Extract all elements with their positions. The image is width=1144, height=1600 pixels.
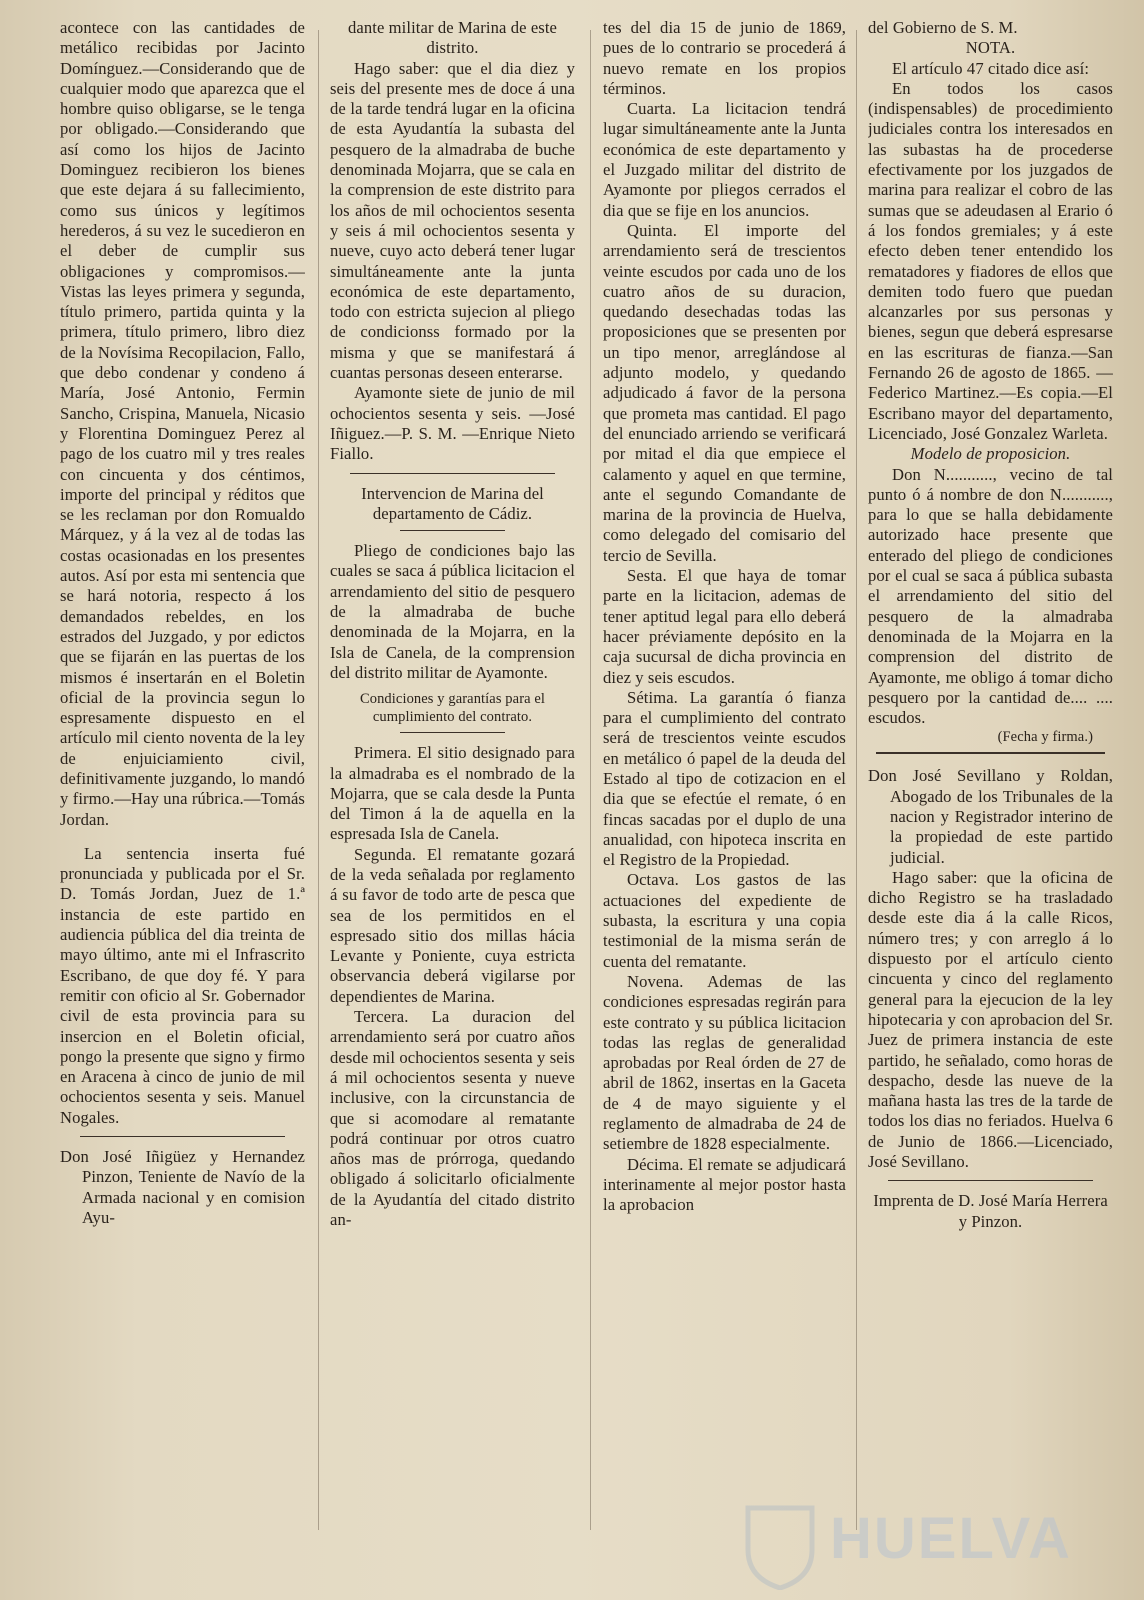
- condition-3: Tercera. La duracion del arrendamiento será por cuatro años desde mil ochocientos sesenta y seis á mil ochocientos sesenta y nueve inclusive, con la circunstancia de que si acomodare al rematante podrá continuar por otros cuatro años mas de prórroga, quedando obligado á solicitarlo oficialmente de la Ayudantía del citado distrito an-: [330, 1007, 575, 1230]
- short-rule: [400, 732, 505, 733]
- condition-10: Décima. El remate se adjudicará interinamente al mejor postor hasta la aprobacion: [603, 1154, 846, 1215]
- condition-4: Cuarta. La licitacion tendrá lugar simultáneamente ante la Junta económica de este departamento y el Juzgado militar del distrito de Ayamonte por pliegos cerrados el dia que se fije en los anuncios.: [603, 99, 846, 220]
- condition-5: Quinta. El importe del arrendamiento será de trescientos veinte escudos por cada uno de los cuatro años de su duracion, quedando desechadas todas las proposiciones que se presenten por un tipo menor, arreglándose al adjunto modelo, y quedando adjudicado á favor de la persona que prometa mas cantidad. El pago del enunciado arriendo se verificará por mitad el dia que empiece el calamento y aquel en que termine, ante el segundo Comandante de marina de la provincia de Huelva, como delegado del comisario del tercio de Sevilla.: [603, 220, 846, 565]
- notice-heading: Don José Iñigüez y Hernandez Pinzon, Teniente de Navío de la Armada nacional y en comision Ayu-: [60, 1147, 305, 1227]
- section-rule: [888, 1180, 1093, 1181]
- short-rule: [400, 530, 505, 531]
- column-divider: [856, 30, 857, 1530]
- registrar-heading: Don José Sevillano y Roldan, Abogado de los Tribunales de la nacion y Registrador interino de la propiedad de este partido judicial.: [868, 766, 1113, 867]
- column-divider: [318, 30, 319, 1530]
- sentence-text: acontece con las cantidades de metálico recibidas por Jacinto Domínguez.—Considerando que de cualquier modo que aparezca que el hombre quiso obligarse, se le tenga por obligado.—Considerando que así como los hijos de Jacinto Dominguez recibieron los bienes que este dejara á su fallecimiento, como sus únicos y legítimos herederos, á su vez le sucedieron en el deber de cumplir sus obligaciones y compromisos.—Vistas las leyes primera y segunda, título primero, partida quinta y la primera, título primero, libro diez de la Novísima Recopilacion, Fallo, que debo condenar y condeno á María, José Antonio, Fermin Sancho, Crispina, Manuela, Nicasio y Florentina Dominguez Perez al pago de los cuatro mil y tres reales con cincuenta y dos céntimos, importe del principal y réditos que se les reclaman por don Romualdo Márquez, y á la vez al de todas las costas ocasionadas en los presentes autos. Así por esta mi sentencia que se hará notoria, respecto á los demandados rebeldes, en los estrados del Juzgado, y por edictos que se fijarán en las puertas de los mismos é insertarán en el Boletin oficial de la provincia segun lo espresamente dispuesto en el artículo mil ciento noventa de la ley de enjuiciamiento civil, definitivamente juzgando, lo mandó y firmo.—Hay una rúbrica.—Tomás Jordan.: [60, 18, 305, 829]
- model-heading: Modelo de proposicion.: [910, 444, 1071, 464]
- section-rule: [80, 1136, 285, 1137]
- section-rule: [876, 752, 1105, 754]
- nota-heading: NOTA.: [965, 38, 1016, 58]
- condition-9: Novena. Ademas de las condiciones espresadas regirán para este contrato y su pública licitacion todas las reglas de generalidad aprobadas por Real órden de 27 de abril de 1862, insertas en la Gaceta de 4 de mayo siguiente y el reglamento de almadraba de 24 de setiembre de 1828 especialmente.: [603, 971, 846, 1154]
- shield-watermark-icon: [740, 1500, 820, 1590]
- condition-3-cont: tes del dia 15 de junio de 1869, pues de lo contrario se procederá á nuevo remate en los propios términos.: [603, 18, 846, 98]
- notice-signature: Ayamonte siete de junio de mil ochocientos sesenta y seis. —José Iñiguez.—P. S. M. —Enrique Nieto Fiallo.: [330, 383, 575, 464]
- nota-body: En todos los casos (indispensables) de procedimiento judiciales contra los interesados en las subastas ha de procederse efectivamente por los juzgados de marina para realizar el cobro de las sumas que se adeudasen al Erario ó á los fondos gremiales; y á este efecto deben tener entendido los rematadores y fiadores de ellos que demiten todo fuero que puedan alcanzarles por sus personas y bienes, segun que deberá espresarse en las escrituras de fianza.—San Fernando 26 de agosto de 1865. —Federico Martinez.—Es copia.—El Escribano mayor del departamento, Licenciado, José Gonzalez Warleta.: [868, 78, 1113, 443]
- condition-7: Sétima. La garantía ó fianza para el cumplimiento del contrato será de trescientos veinte escudos en metálico ó papel de la deuda del Estado al tipo de cotizacion en el dia que se efectúe el remate, ó en fincas sacadas por el duplo de una anualidad, con hipoteca inscrita en el Registro de la Propiedad.: [603, 687, 846, 870]
- notice-heading-cont: dante militar de Marina de este distrito.: [347, 18, 558, 58]
- section-rule: [350, 473, 555, 474]
- publication-note: La sentencia inserta fué pronunciada y publicada por el Sr. D. Tomás Jordan, Juez de 1.ª instancia de este partido en audiencia pública del dia treinta de mayo último, ante mi el Infrascrito Escribano, de que doy fé. Y para remitir con oficio al Sr. Gobernador civil de esta provincia para su insercion en el Boletin oficial, pongo la presente que signo y firmo en Aracena à cinco de junio de mil ochocientos sesenta y seis. Manuel Nogales.: [60, 843, 305, 1127]
- date-signature-note: (Fecha y firma.): [997, 729, 1093, 746]
- condition-10-cont: del Gobierno de S. M.: [868, 18, 1018, 37]
- section-heading: Intervencion de Marina del departamento de Cádiz.: [361, 483, 544, 523]
- condition-6: Sesta. El que haya de tomar parte en la licitacion, ademas de tener aptitud legal para ello deberá hacer préviamente depósito en la caja sucursal de dicha provincia en diez y seis escudos.: [603, 566, 846, 687]
- column-divider: [590, 30, 591, 1530]
- printer-imprint: Imprenta de D. José María Herrera y Pinzon.: [873, 1191, 1108, 1231]
- registrar-notice: Hago saber: que la oficina de dicho Registro se ha trasladado desde este dia á la calle Ricos, número tres; y con arreglo á lo dispuesto por el artículo ciento cincuenta y cinco del reglamento general para la ejecucion de la ley hipotecaria y con aprobacion del Sr. Juez de primera instancia de este partido, he señalado, como horas de despacho, desde las nueve de la mañana hasta las tres de la tarde de todos los dias no feriados. Huelva 6 de Junio de 1866.—Licenciado, José Sevillano.: [868, 867, 1113, 1172]
- column-3: [603, 18, 846, 1588]
- nota-intro: El artículo 47 citado dice así:: [892, 58, 1090, 78]
- column-1: [60, 18, 305, 1588]
- conditions-intro: Pliego de condiciones bajo las cuales se saca á pública licitacion el arrendamiento del sitio de pesquero de la almadraba de buche denominada de la Mojarra, en la Isla de Canela, de la comprension del distrito militar de Ayamonte.: [330, 541, 575, 682]
- condition-8: Octava. Los gastos de las actuaciones del expediente de subasta, la escritura y una copia testimonial de la misma serán de cuenta del rematante.: [603, 870, 846, 971]
- column-2: [330, 18, 575, 1588]
- conditions-heading: Condiciones y garantías para el cumplimiento del contrato.: [359, 691, 546, 726]
- condition-1: Primera. El sitio designado para la almadraba es el nombrado de la Mojarra, que se cala desde la Punta del Timon á la de aquella en la espresada Isla de Canela.: [330, 743, 575, 844]
- model-text: Don N..........., vecino de tal punto ó á nombre de don N..........., para lo que se halla debidamente autorizado hace presente que enterado del pliego de condiciones por el cual se saca á pública subasta el arrendamiento del sitio del pesquero de la almadraba denominada de la Mojarra en la comprension del distrito de Ayamonte, me obligo á tomar dicho pesquero por la cantidad de.... .... escudos.: [868, 464, 1113, 728]
- archive-watermark: HUELVA: [830, 1506, 1072, 1571]
- column-4: [868, 18, 1113, 1588]
- condition-2: Segunda. El rematante gozará de la veda señalada por reglamento á su favor de todo arte de pesca que sea de los permitidos en el espresado sitio dos millas hácia Levante y Poniente, cuya estricta observancia deberá vigilarse por dependientes de Marina.: [330, 844, 575, 1006]
- notice-body: Hago saber: que el dia diez y seis del presente mes de doce á una de la tarde tendrá lugar en la oficina de esta Ayudantía la subasta del pesquero de la almadraba de buche denominada Mojarra, que se cala en la comprension de este distrito para los años de mil ochocientos sesenta y seis á mil ochocientos sesenta y nueve, cuyo acto deberá tener lugar simultáneamente ante la junta económica de este departamento, todo con estricta sujecion al pliego de condicionss formado por la misma y que se manifestará á cuantas personas deseen enterarse.: [330, 58, 575, 383]
